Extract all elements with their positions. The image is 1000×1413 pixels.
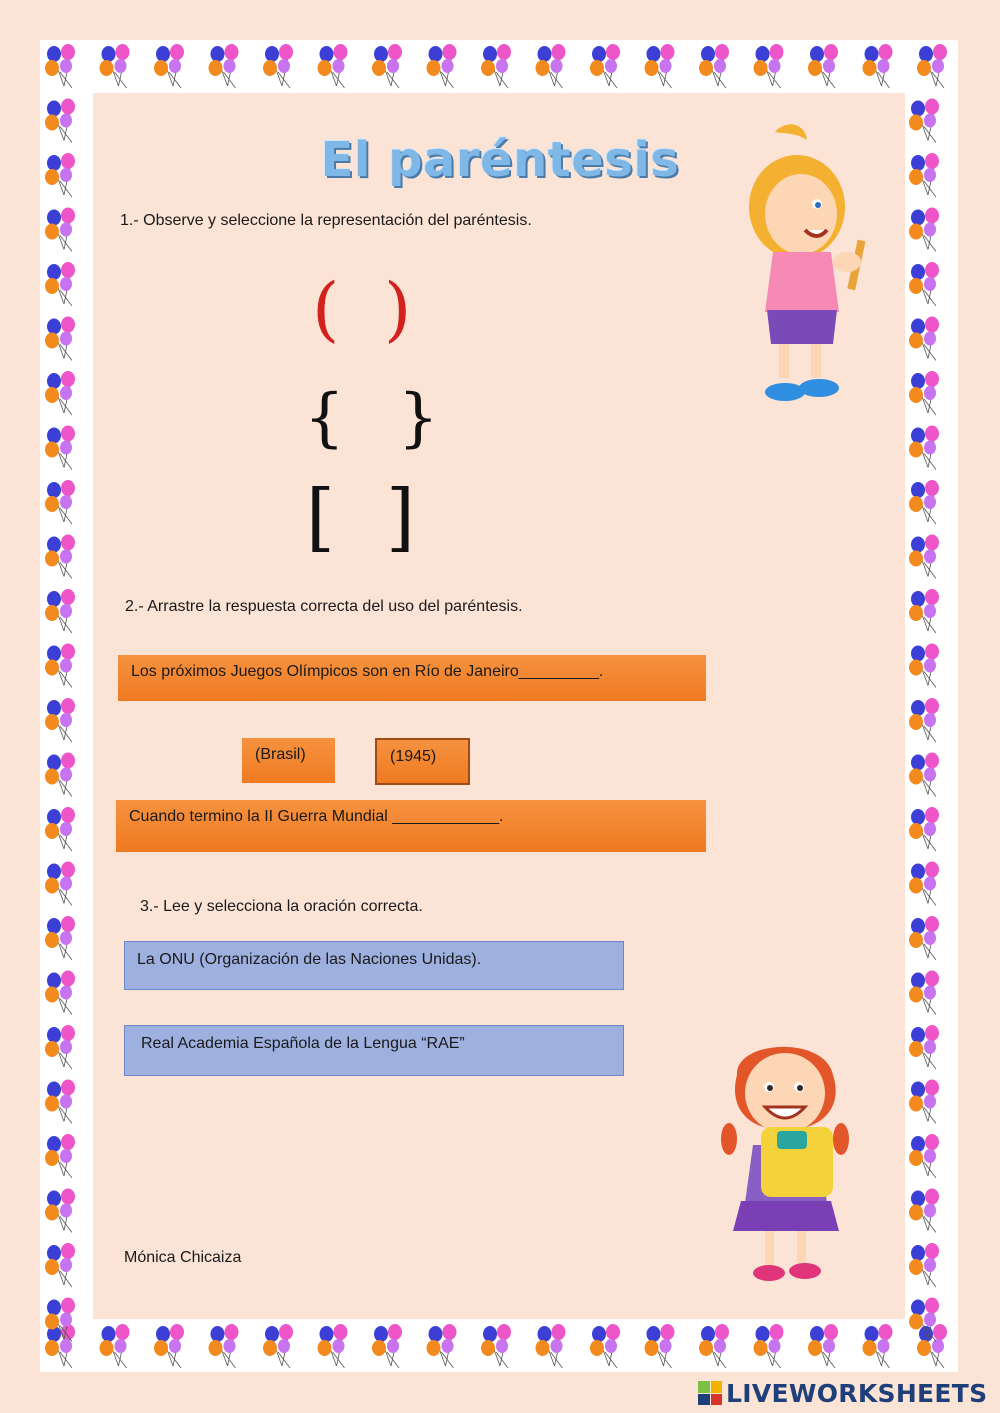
balloon-icon: [100, 44, 130, 88]
balloon-icon: [45, 698, 75, 742]
balloon-icon: [917, 1324, 947, 1368]
balloon-icon: [909, 1025, 939, 1069]
drop-target-sentence-1[interactable]: Los próximos Juegos Olímpicos son en Río de Janeiro_________.: [118, 655, 706, 701]
balloon-icon: [909, 99, 939, 143]
balloon-icon: [263, 44, 293, 88]
balloon-icon: [909, 862, 939, 906]
balloon-icon: [45, 44, 75, 88]
drag-answer-1945[interactable]: (1945): [375, 738, 470, 785]
balloon-icon: [45, 1324, 75, 1368]
girl-with-backpack-illustration: [715, 1035, 860, 1290]
parenthesis-option-close[interactable]: ): [384, 268, 412, 350]
balloon-icon: [645, 44, 675, 88]
balloon-icon: [45, 916, 75, 960]
brace-option-open[interactable]: {: [304, 381, 345, 455]
balloon-icon: [909, 426, 939, 470]
balloon-icon: [909, 807, 939, 851]
balloon-icon: [808, 44, 838, 88]
balloon-icon: [536, 1324, 566, 1368]
balloon-icon: [909, 1243, 939, 1287]
drag-answer-brasil[interactable]: (Brasil): [242, 738, 335, 783]
balloon-icon: [45, 1189, 75, 1233]
balloon-icon: [909, 480, 939, 524]
balloon-icon: [427, 44, 457, 88]
balloon-icon: [863, 1324, 893, 1368]
sentence-option-rae[interactable]: Real Academia Española de la Lengua “RAE”: [124, 1025, 624, 1076]
balloon-icon: [372, 1324, 402, 1368]
balloon-icon: [909, 698, 939, 742]
balloon-icon: [45, 1134, 75, 1178]
question-2-prompt: 2.- Arrastre la respuesta correcta del uso del paréntesis.: [125, 598, 523, 615]
balloon-icon: [481, 1324, 511, 1368]
balloon-icon: [45, 426, 75, 470]
brace-option-close[interactable]: }: [398, 381, 439, 455]
balloon-icon: [909, 208, 939, 252]
balloon-icon: [909, 1189, 939, 1233]
balloon-icon: [45, 971, 75, 1015]
balloon-icon: [909, 589, 939, 633]
author-name: Mónica Chicaiza: [124, 1249, 242, 1266]
balloon-icon: [590, 44, 620, 88]
liveworksheets-logo-icon: [698, 1381, 722, 1405]
balloon-icon: [209, 1324, 239, 1368]
balloon-icon: [372, 44, 402, 88]
balloon-icon: [318, 44, 348, 88]
page-title: El paréntesis: [320, 132, 680, 188]
balloon-icon: [45, 1025, 75, 1069]
balloon-icon: [318, 1324, 348, 1368]
balloon-icon: [209, 44, 239, 88]
balloon-icon: [917, 44, 947, 88]
balloon-icon: [808, 1324, 838, 1368]
balloon-icon: [909, 971, 939, 1015]
question-3-prompt: 3.- Lee y selecciona la oración correcta.: [140, 898, 423, 915]
balloon-icon: [909, 1080, 939, 1124]
balloon-icon: [536, 44, 566, 88]
balloon-icon: [45, 807, 75, 851]
balloon-icon: [45, 208, 75, 252]
balloon-icon: [154, 44, 184, 88]
bracket-option-open[interactable]: [: [306, 474, 335, 560]
balloon-icon: [909, 153, 939, 197]
balloon-icon: [263, 1324, 293, 1368]
balloon-icon: [909, 371, 939, 415]
parenthesis-option-open[interactable]: (: [312, 268, 340, 350]
balloon-icon: [909, 1134, 939, 1178]
liveworksheets-brand: [698, 1377, 987, 1409]
balloon-icon: [909, 535, 939, 579]
balloon-icon: [699, 44, 729, 88]
balloon-icon: [699, 1324, 729, 1368]
balloon-icon: [909, 262, 939, 306]
balloon-icon: [754, 44, 784, 88]
drop-target-sentence-2[interactable]: Cuando termino la II Guerra Mundial ____________.: [116, 800, 706, 852]
balloon-icon: [45, 371, 75, 415]
bracket-option-close[interactable]: ]: [386, 474, 415, 560]
balloon-icon: [45, 589, 75, 633]
balloon-icon: [45, 262, 75, 306]
balloon-icon: [481, 44, 511, 88]
balloon-icon: [909, 644, 939, 688]
balloon-icon: [590, 1324, 620, 1368]
sentence-option-onu[interactable]: La ONU (Organización de las Naciones Unidas).: [124, 941, 624, 990]
balloon-icon: [45, 153, 75, 197]
balloon-icon: [909, 916, 939, 960]
balloon-icon: [645, 1324, 675, 1368]
balloon-icon: [427, 1324, 457, 1368]
balloon-icon: [154, 1324, 184, 1368]
balloon-icon: [45, 480, 75, 524]
question-1-prompt: 1.- Observe y seleccione la representación del paréntesis.: [120, 212, 532, 229]
balloon-icon: [100, 1324, 130, 1368]
balloon-icon: [909, 317, 939, 361]
balloon-icon: [909, 753, 939, 797]
balloon-icon: [45, 535, 75, 579]
balloon-icon: [45, 753, 75, 797]
balloon-icon: [863, 44, 893, 88]
liveworksheets-wordmark: LIVEWORKSHEETS: [726, 1378, 988, 1408]
balloon-icon: [754, 1324, 784, 1368]
balloon-icon: [45, 317, 75, 361]
girl-with-pencil-illustration: [735, 122, 885, 412]
balloon-icon: [45, 99, 75, 143]
balloon-icon: [45, 1243, 75, 1287]
balloon-icon: [45, 1080, 75, 1124]
balloon-icon: [45, 644, 75, 688]
balloon-icon: [45, 862, 75, 906]
